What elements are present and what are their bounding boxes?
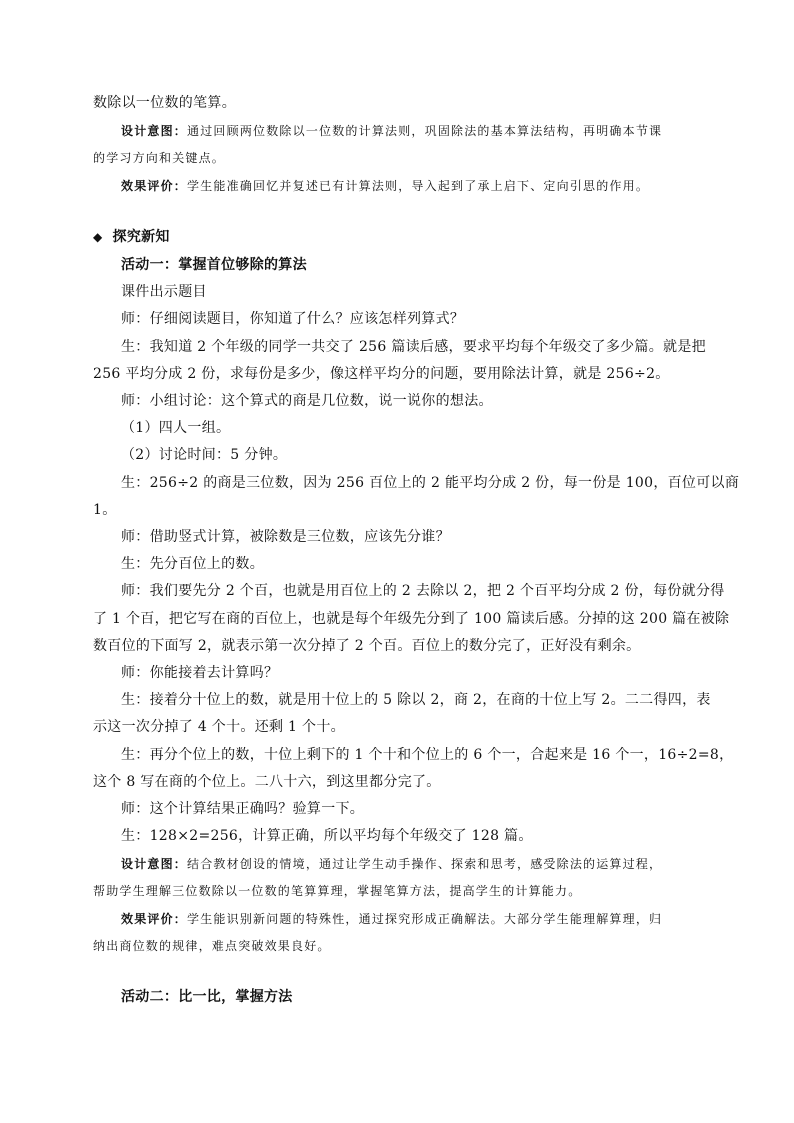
effect-eval-line	[121, 910, 721, 928]
effect-eval-label: 效果评价：	[121, 912, 188, 926]
effect-eval-text: 学生能识别新问题的特殊性，通过探究形成正确解法。大部分学生能理解算理，归	[187, 912, 663, 926]
design-intent-text: 结合教材创设的情境，通过让学生动手操作、探索和思考，感受除法的运算过程，	[187, 857, 663, 871]
list-item: （1）四人一组。	[121, 420, 231, 436]
effect-eval-text: 学生能准确回忆并复述已有计算法则，导入起到了承上启下、定向引思的作用。	[187, 179, 650, 193]
design-intent-line	[121, 122, 721, 140]
design-intent-label: 设计意图：	[121, 124, 188, 138]
paragraph-line: 帮助学生理解三位数除以一位数的笔算算理，掌握笔算方法，提高学生的计算能力。	[93, 884, 582, 898]
paragraph-line: 的学习方向和关键点。	[93, 151, 226, 165]
paragraph-line: 生：256÷2 的商是三位数，因为 256 百位上的 2 能平均分成 2 份，每一份是 100，百位可以商	[121, 475, 740, 491]
list-item: （2）讨论时间：5 分钟。	[121, 447, 288, 463]
effect-eval-line	[121, 177, 721, 195]
design-intent-label: 设计意图：	[121, 857, 188, 871]
paragraph-line: 1。	[93, 502, 117, 518]
paragraph-line: 数百位的下面写 2，就表示第一次分掉了 2 个百。百位上的数分完了，正好没有剩余。	[93, 638, 641, 654]
paragraph-line: 师：小组讨论：这个算式的商是几位数，说一说你的想法。	[121, 393, 493, 409]
paragraph-line: 256 平均分成 2 份，求每份是多少，像这样平均分的问题，要用除法计算，就是 256÷2。	[93, 366, 670, 382]
paragraph-line: 生：接着分十位上的数，就是用十位上的 5 除以 2，商 2，在商的十位上写 2。二二得四，表	[121, 692, 711, 708]
design-intent-line	[121, 855, 721, 873]
paragraph-line: 这个 8 写在商的个位上。二八十六，到这里都分完了。	[93, 774, 441, 790]
section-heading	[93, 228, 693, 246]
paragraph-line: 生：再分个位上的数，十位上剩下的 1 个十和个位上的 6 个一，合起来是 16 个一，16÷2=8，	[121, 747, 734, 763]
activity-one-title: 活动一：掌握首位够除的算法	[121, 257, 307, 273]
paragraph-line: 师：这个计算结果正确吗？验算一下。	[121, 801, 365, 817]
paragraph-line: 了 1 个百，把它写在商的百位上，也就是每个年级先分到了 100 篇读后感。分掉的这 200 篇在被除	[93, 611, 730, 627]
design-intent-text: 通过回顾两位数除以一位数的计算法则，巩固除法的基本算法结构，再明确本节课	[187, 124, 663, 138]
paragraph-line: 示这一次分掉了 4 个十。还剩 1 个十。	[93, 719, 345, 735]
effect-eval-label: 效果评价：	[121, 179, 188, 193]
activity-two-title: 活动二：比一比，掌握方法	[121, 989, 293, 1005]
paragraph-line: 纳出商位数的规律，难点突破效果良好。	[93, 939, 331, 953]
paragraph-line: 师：我们要先分 2 个百，也就是用百位上的 2 去除以 2，把 2 个百平均分成 2 份，每份就分得	[121, 583, 725, 599]
diamond-bullet-icon: ◆	[93, 230, 103, 244]
paragraph-line: 生：我知道 2 个年级的同学一共交了 256 篇读后感，要求平均每个年级交了多少篇。就是把	[121, 339, 706, 355]
paragraph-line: 生：128×2=256，计算正确，所以平均每个年级交了 128 篇。	[121, 828, 533, 844]
section-title: 探究新知	[112, 229, 170, 245]
paragraph-line: 生：先分百位上的数。	[121, 556, 264, 572]
paragraph-line: 数除以一位数的笔算。	[93, 95, 236, 111]
paragraph-line: 师：借助竖式计算，被除数是三位数，应该先分谁？	[121, 529, 450, 545]
paragraph-line: 课件出示题目	[121, 284, 207, 300]
paragraph-line: 师：你能接着去计算吗？	[121, 665, 279, 681]
paragraph-line: 师：仔细阅读题目，你知道了什么？应该怎样列算式？	[121, 311, 465, 327]
